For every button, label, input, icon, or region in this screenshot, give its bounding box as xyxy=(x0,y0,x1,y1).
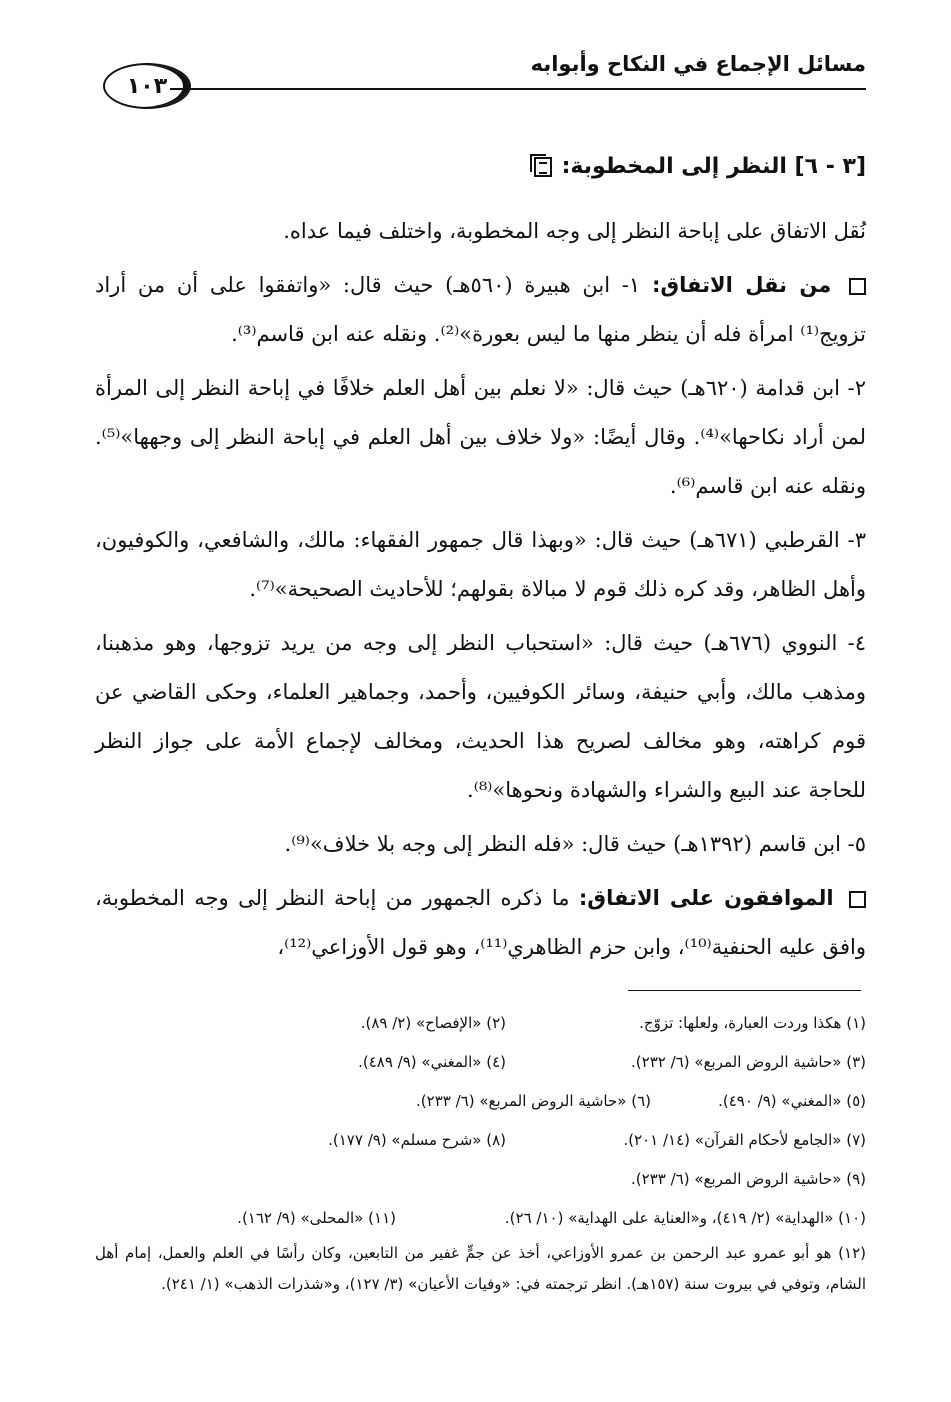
footnote-row xyxy=(95,1120,866,1159)
footnote-3: (٣) «حاشية الروض المربع» (٦/ ٢٣٢). xyxy=(631,1052,866,1071)
paragraph-6-body: ما ذكره الجمهور من إباحة النظر إلى وجه المخطوبة، وافق عليه الحنفية⁽¹⁰⁾، وابن حزم الظاهري⁽¹¹⁾، وهو قول الأوزاعي⁽¹²⁾، xyxy=(95,886,866,959)
footnote-1: (١) هكذا وردت العبارة، ولعلها: تزوّج. xyxy=(639,1013,866,1032)
footnote-row xyxy=(95,1003,866,1042)
footnote-5: (٥) «المغني» (٩/ ٤٩٠). xyxy=(718,1091,866,1110)
footnote-row xyxy=(95,1198,866,1237)
paragraph-1 xyxy=(95,261,866,359)
checkbox-square-icon xyxy=(849,278,866,295)
main-text xyxy=(95,142,866,977)
paragraph-3: ٣- القرطبي (٦٧١هـ) حيث قال: «وبهذا قال جمهور الفقهاء: مالك، والشافعي، والكوفيون، وأهل الظاهر، وقد كره ذلك قوم لا مبالاة بقولهم؛ للأحاديث الصحيحة»⁽⁷⁾. xyxy=(95,528,866,601)
footnote-separator xyxy=(628,990,861,991)
paragraph-2: ٢- ابن قدامة (٦٢٠هـ) حيث قال: «لا نعلم بين أهل العلم خلافًا في إباحة النظر إلى المرأة لمن أراد نكاحها»⁽⁴⁾. وقال أيضًا: «ولا خلاف بين أهل العلم في إباحة النظر إلى وجهها»⁽⁵⁾. ونقله عنه ابن قاسم⁽⁶⁾. xyxy=(95,376,866,498)
footnote-4: (٤) «المغني» (٩/ ٤٨٩). xyxy=(358,1052,506,1071)
footnote-10: (١٠) «الهداية» (٢/ ٤١٩)، و«العناية على الهداية» (١٠/ ٢٦). xyxy=(504,1208,866,1227)
section-heading-text: [٣ - ٦] النظر إلى المخطوبة: xyxy=(561,154,866,179)
header-rule xyxy=(170,88,866,90)
paragraph-1-lead: من نقل الاتفاق: xyxy=(651,273,832,297)
paragraph-5: ٥- ابن قاسم (١٣٩٢هـ) حيث قال: «فله النظر إلى وجه بلا خلاف»⁽⁹⁾. xyxy=(284,832,866,856)
document-icon xyxy=(534,157,552,177)
intro-paragraph: نُقل الاتفاق على إباحة النظر إلى وجه المخطوبة، واختلف فيما عداه. xyxy=(283,219,866,243)
footnote-12: (١٢) هو أبو عمرو عبد الرحمن بن عمرو الأوزاعي، أخذ عن جمٍّ غفير من التابعين، وكان رأسًا في العلم والعمل، إمام أهل الشام، وتوفي في بيروت سنة (١٥٧هـ). انظر ترجمته في: «وفيات الأعيان» (٣/ ١٢٧)، و«شذرات الذهب» (١/ ٢٤١). xyxy=(95,1244,866,1293)
paragraph-6-lead: الموافقون على الاتفاق: xyxy=(578,886,834,910)
footnote-7: (٧) «الجامع لأحكام القرآن» (١٤/ ٢٠١). xyxy=(623,1130,866,1149)
footnote-6: (٦) «حاشية الروض المربع» (٦/ ٢٣٣). xyxy=(416,1091,651,1110)
footnote-8: (٨) «شرح مسلم» (٩/ ١٧٧). xyxy=(328,1130,506,1149)
footnote-11: (١١) «المحلى» (٩/ ١٦٢). xyxy=(237,1208,396,1227)
footnote-row xyxy=(95,1159,866,1198)
footnote-9: (٩) «حاشية الروض المربع» (٦/ ٢٣٣). xyxy=(631,1169,866,1188)
paragraph-6 xyxy=(95,874,866,972)
footnote-row xyxy=(95,1042,866,1081)
footnote-row xyxy=(95,1081,866,1120)
paragraph-1-body: ١- ابن هبيرة (٥٦٠هـ) حيث قال: «واتفقوا على أن من أراد تزويج⁽¹⁾ امرأة فله أن ينظر منها ما ليس بعورة»⁽²⁾. ونقله عنه ابن قاسم⁽³⁾. xyxy=(95,273,866,346)
running-header-title: مسائل الإجماع في النكاح وأبوابه xyxy=(530,52,866,76)
section-heading xyxy=(95,142,866,191)
checkbox-square-icon xyxy=(849,891,866,908)
paragraph-4: ٤- النووي (٦٧٦هـ) حيث قال: «استحباب النظر إلى وجه من يريد تزوجها، وهو مذهبنا، ومذهب مالك، وأبي حنيفة، وسائر الكوفيين، وأحمد، وجماهير العلماء، وحكى القاضي عن قوم كراهته، وهو مخالف لصريح هذا الحديث، ومخالف لإجماع الأمة على جواز النظر للحاجة عند البيع والشراء والشهادة ونحوها»⁽⁸⁾. xyxy=(95,631,867,802)
footnote-2: (٢) «الإفصاح» (٢/ ٨٩). xyxy=(360,1013,506,1032)
page-number: ١٠٣ xyxy=(126,73,168,99)
page-number-badge xyxy=(103,63,191,109)
footnotes xyxy=(95,1003,866,1300)
